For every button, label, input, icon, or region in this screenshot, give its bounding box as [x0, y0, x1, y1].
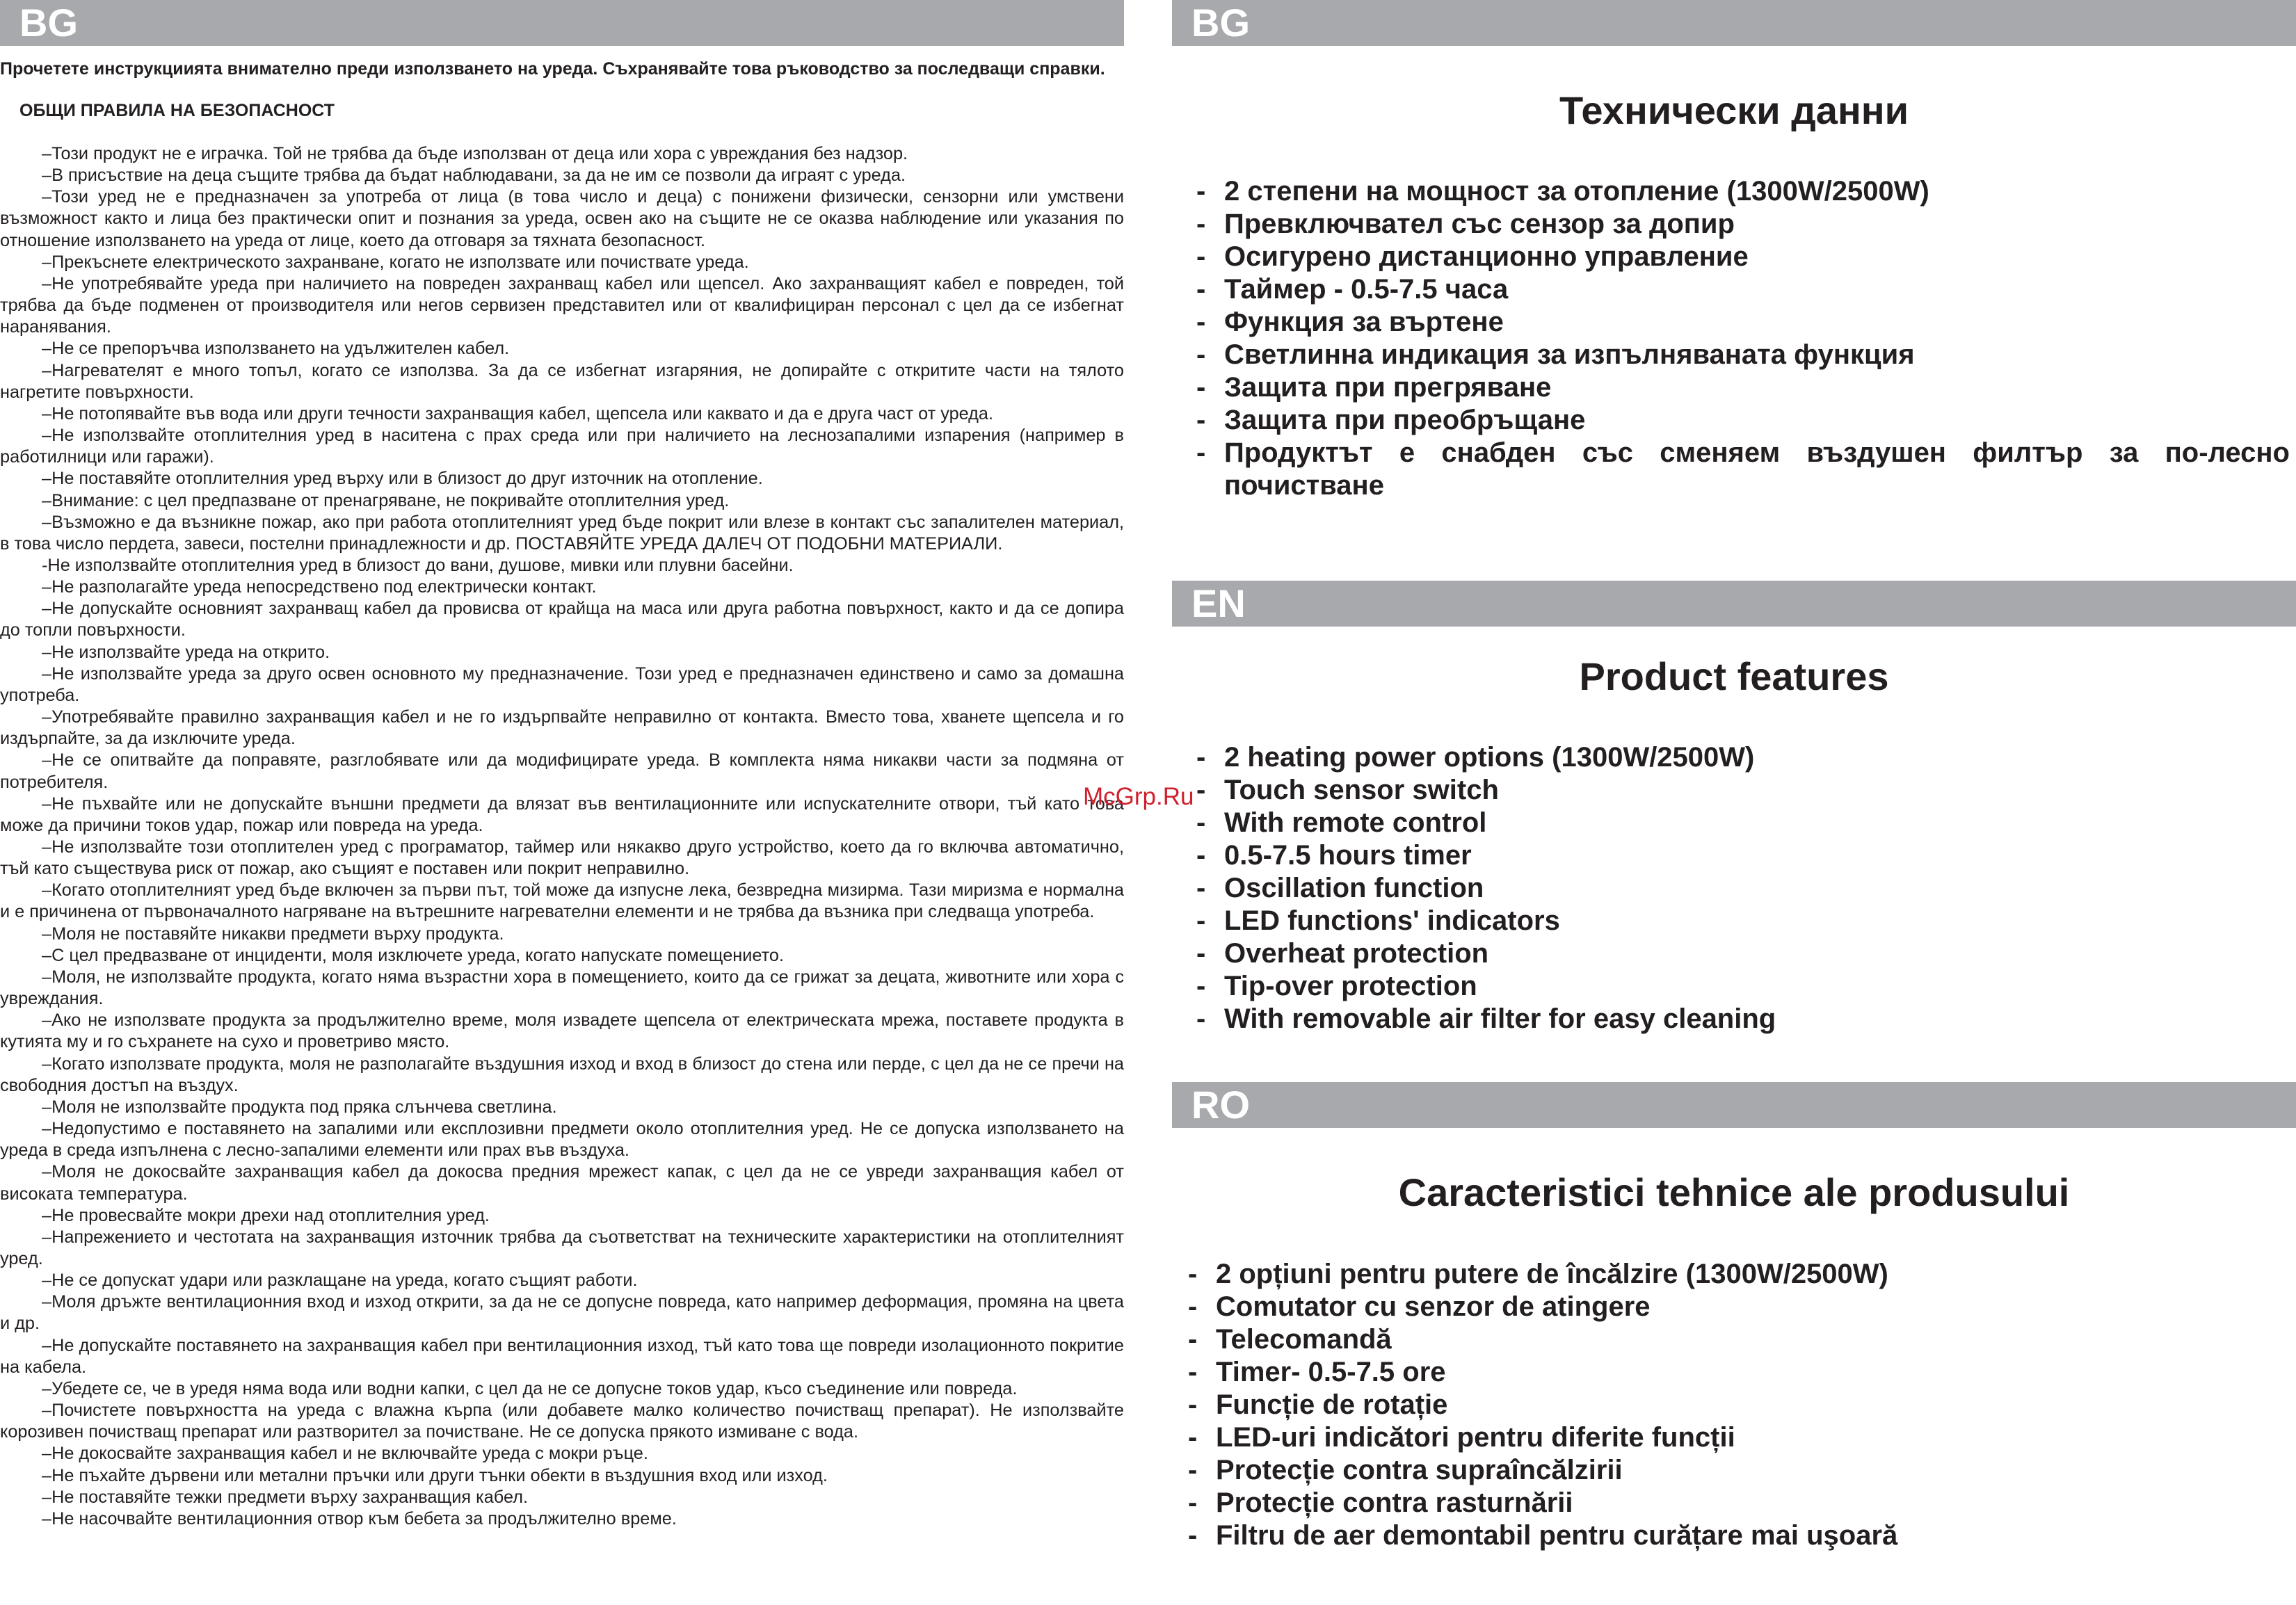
feature-item: [1196, 839, 2290, 872]
bullet-dash: -: [1188, 1520, 1198, 1551]
safety-rule: –Не докосвайте захранващия кабел и не включвайте уреда с мокри ръце.: [42, 1444, 648, 1464]
safety-rule: –Не употребявайте уреда при наличието на повреден захранващ кабел или щепсел. Ако захранващият кабел е повреден, той трябва да бъде подменен от производителя или негов сервизен представител или от квалифициран персонал с цел да се избегнат наранявания.: [0, 273, 1124, 337]
feature-item: [1196, 175, 2290, 208]
feature-text: Oscillation function: [1224, 873, 1484, 903]
safety-rule: –Този уред не е предназначен за употреба от лица (в това число и деца) с понижени физически, сензорни или умствени възможност както и лица без практически опит и познания за уреда, освен ако на същите не се оказва наблюдение или указания по отношение използването на уреда от лице, което да отговаря за тяхната безопасност.: [0, 187, 1124, 250]
feature-item: [1196, 937, 2290, 970]
bullet-dash: -: [1188, 1259, 1198, 1289]
feature-text: Tip-over protection: [1224, 971, 1477, 1001]
bullet-dash: -: [1188, 1389, 1198, 1420]
feature-item: [1188, 1258, 2290, 1291]
feature-text: With remote control: [1224, 807, 1487, 838]
bullet-dash: -: [1188, 1324, 1198, 1355]
feature-text: Таймер - 0.5-7.5 часа: [1224, 274, 1509, 305]
safety-rule: –Не се опитвайте да поправяте, разглобявате или да модифицирате уреда. В комплекта няма никакви части за подмяна от потребителя.: [0, 750, 1124, 792]
feature-list-bg: [1196, 175, 2290, 502]
bullet-dash: -: [1196, 807, 1206, 838]
feature-item: [1196, 1003, 2290, 1035]
safety-rule: –Не използвайте отоплителния уред в наситена с прах среда или при наличието на леснозапалими изпарения (например в работилници или гаражи).: [0, 426, 1124, 467]
safety-rule: –Не използвайте уреда за друго освен основното му предназначение. Този уред е предназначен единствено и само за домашна употреба.: [0, 663, 1124, 705]
feature-text: With removable air filter for easy cleaning: [1224, 1003, 1776, 1034]
feature-text: Защита при прегряване: [1224, 372, 1552, 403]
feature-text: Comutator cu senzor de atingere: [1216, 1291, 1651, 1322]
lang-code: RO: [1191, 1083, 1250, 1127]
feature-item: [1188, 1421, 2290, 1454]
lang-bar-en: [1172, 581, 2296, 627]
feature-item: [1188, 1356, 2290, 1389]
bullet-dash: -: [1196, 1003, 1206, 1034]
safety-rule: –Недопустимо е поставянето на запалими или експлозивни предмети около отоплителния уред. Не се допуска използването на уреда в среда изпълнена с лесно-запалими елементи или прах във въздуха.: [0, 1119, 1124, 1161]
feature-item: [1196, 774, 2290, 807]
section-title-en: Product features: [1579, 654, 1889, 698]
lang-code: BG: [1191, 1, 1250, 45]
safety-rule: –Не разполагайте уреда непосредствено под електрически контакт.: [42, 577, 597, 597]
safety-rule: –Ако не използвате продукта за продължително време, моля извадете щепсела от електрическата мрежа, поставете продукта в кутията му и го съхранете на сухо и проветриво място.: [0, 1010, 1124, 1052]
feature-text: Продуктът е снабден със сменяем въздушен филтър за по-лесно почистване: [1224, 437, 2290, 501]
feature-text: Функция за въртене: [1224, 307, 1504, 337]
safety-rule: –Убедете се, че в уредя няма вода или водни капки, с цел да не се допусне токов удар, късо съединение или повреда.: [42, 1378, 1018, 1398]
bullet-dash: -: [1196, 905, 1206, 936]
feature-text: Telecomandă: [1216, 1324, 1392, 1355]
safety-rule: –Не се препоръчва използването на удължителен кабел.: [42, 339, 510, 359]
safety-rule: –Не поставяйте тежки предмети върху захранващия кабел.: [42, 1487, 528, 1507]
feature-item: [1196, 741, 2290, 774]
safety-rule: –Не пъхайте дървени или метални пръчки или други тънки обекти в въздушния вход или изход.: [42, 1465, 828, 1485]
safety-rules: [0, 143, 1124, 1530]
safety-rule: –Нагревателят е много топъл, когато се използва. За да се избегнат изгаряния, не допирайте с откритите части на тялото нагретите повърхности.: [0, 360, 1124, 402]
safety-rule: –Не пъхвайте или не допускайте външни предмети да влязат във вентилационните или испускателните отвори, тъй като това може да причини токов удар, пожар или повреда на уреда.: [0, 793, 1124, 835]
safety-section: [0, 58, 1124, 1530]
feature-text: Overheat protection: [1224, 938, 1489, 969]
feature-item: [1188, 1454, 2290, 1487]
bullet-dash: -: [1196, 873, 1206, 903]
safety-rule: –Когато използвате продукта, моля не разполагайте въздушния изход и вход в близост до стена или перде, с цел да не се пречи на свободния достъп на въздух.: [0, 1054, 1124, 1095]
bullet-dash: -: [1196, 274, 1206, 305]
bullet-dash: -: [1188, 1455, 1198, 1485]
safety-rule: –В присъствие на деца същите трябва да бъдат наблюдавани, за да не им се позволи да играят с уреда.: [42, 166, 906, 186]
feature-text: 0.5-7.5 hours timer: [1224, 840, 1472, 871]
safety-rule: –Почистете повърхността на уреда с влажна кърпа (или добавете малко количество почистващ препарат). Не използвайте корозивен почистващ препарат или разтворител за почистване. Не се допуска прякото измиване с вода.: [0, 1401, 1124, 1442]
safety-rule: –Не използвайте този отоплителен уред с програматор, таймер или някакво друго устройство, което да го включва автоматично, тъй като съществува риск от пожар, ако същият е поставен или покрит неправилно.: [0, 837, 1124, 879]
feature-item: [1196, 339, 2290, 371]
intro-text: Прочетете инструкциията внимателно преди използването на уреда. Съхранявайте това ръководство за последващи справки.: [0, 59, 1105, 79]
safety-rule: –Моля не поставяйте никакви предмети върху продукта.: [42, 924, 504, 944]
safety-rule: –Употребявайте правилно захранващия кабел и не го издърпвайте неправилно от контакта. Вместо това, хванете щепсела и го издърпайте, за да изключите уреда.: [0, 707, 1124, 749]
feature-item: [1196, 273, 2290, 306]
bullet-dash: -: [1188, 1291, 1198, 1322]
feature-text: Protecție contra rasturnării: [1216, 1487, 1573, 1518]
safety-rule: –Когато отоплителният уред бъде включен за първи път, той може да изпусне лека, безвредна мизирма. Тази миризма е нормална и е причинена от първоначалното нагряване на вътрешните нагревателни елементи и не трябва да възника при следваща употреба.: [0, 880, 1124, 922]
feature-list-ro: [1188, 1258, 2290, 1552]
watermark-text: McGrp.Ru: [1083, 783, 1194, 810]
safety-rule: –Моля не докосвайте захранващия кабел да докосва предния мрежест капак, с цел да не се увреди захранващия кабел от високата температура.: [0, 1162, 1124, 1204]
lang-bar-bg-left: [0, 0, 1124, 46]
feature-text: Светлинна индикация за изпълняваната функция: [1224, 339, 1915, 370]
safety-rule: –Не потопявайте във вода или други течности захранващия кабел, щепсела или каквато и да е друга част от уреда.: [42, 403, 994, 424]
safety-rule: -Не използвайте отоплителния уред в близост до вани, душове, мивки или плувни басейни.: [42, 555, 794, 575]
feature-item: [1196, 970, 2290, 1003]
bullet-dash: -: [1196, 840, 1206, 871]
lang-bar-ro: [1172, 1082, 2296, 1128]
bullet-dash: -: [1196, 372, 1206, 403]
feature-text: Protecție contra supraîncălzirii: [1216, 1455, 1623, 1485]
bullet-dash: -: [1196, 405, 1206, 435]
feature-text: 2 heating power options (1300W/2500W): [1224, 742, 1755, 773]
feature-list-en: [1196, 741, 2290, 1035]
feature-text: Timer- 0.5-7.5 ore: [1216, 1357, 1446, 1387]
safety-rule: –Не допускайте основният захранващ кабел да провисва от крайща на маса или друга работна повърхност, както и да се допира до топли повърхности.: [0, 599, 1124, 640]
safety-rule: –Моля дръжте вентилационния вход и изход открити, за да не се допусне повреда, като например деформация, промяна на цвета и др.: [0, 1292, 1124, 1334]
bullet-dash: -: [1196, 339, 1206, 370]
bullet-dash: -: [1188, 1422, 1198, 1453]
feature-item: [1188, 1519, 2290, 1552]
bullet-dash: -: [1196, 241, 1206, 272]
safety-rule: –Не използвайте уреда на открито.: [42, 642, 330, 662]
safety-rule: –Не се допускат удари или разклащане на уреда, когато същият работи.: [42, 1271, 638, 1291]
feature-item: [1196, 905, 2290, 937]
lang-code: EN: [1191, 581, 1246, 625]
bullet-dash: -: [1196, 775, 1206, 805]
safety-rule: –Този продукт не е играчка. Той не трябва да бъде използван от деца или хора с увреждания без надзор.: [42, 144, 908, 163]
feature-item: [1196, 807, 2290, 839]
safety-rule: –Не допускайте поставянето на захранващия кабел при вентилационния изход, тъй като това ще повреди изолационното покритие на кабела.: [0, 1335, 1124, 1377]
bullet-dash: -: [1196, 938, 1206, 969]
bullet-dash: -: [1188, 1357, 1198, 1387]
lang-bar-bg-right: [1172, 0, 2296, 46]
feature-item: [1196, 404, 2290, 437]
bullet-dash: -: [1188, 1487, 1198, 1518]
feature-text: 2 степени на мощност за отопление (1300W/2500W): [1224, 176, 1929, 207]
feature-text: Touch sensor switch: [1224, 775, 1499, 805]
safety-rule: –Внимание: с цел предпазване от пренагряване, не покривайте отоплителния уред.: [42, 490, 730, 510]
safety-rule: –Моля не използвайте продукта под пряка слънчева светлина.: [42, 1097, 557, 1117]
bullet-dash: -: [1196, 437, 1206, 468]
bullet-dash: -: [1196, 971, 1206, 1001]
feature-item: [1196, 306, 2290, 339]
feature-item: [1188, 1323, 2290, 1356]
bullet-dash: -: [1196, 176, 1206, 207]
feature-text: Защита при преобръщане: [1224, 405, 1586, 435]
feature-item: [1196, 208, 2290, 241]
safety-rule: –Не провесвайте мокри дрехи над отоплителния уред.: [42, 1205, 490, 1225]
bullet-dash: -: [1196, 307, 1206, 337]
feature-text: Filtru de aer demontabil pentru curățare mai uşoară: [1216, 1520, 1898, 1551]
feature-item: [1188, 1291, 2290, 1323]
safety-rule: –Възможно е да възникне пожар, ако при работа отоплителният уред бъде покрит или влезе в контакт със запалителен материал, в това число пердета, завеси, постелни принадлежности и др. ПОСТАВЯЙТЕ УРЕДА ДАЛЕЧ ОТ ПОДОБНИ МАТЕРИАЛИ.: [0, 512, 1124, 554]
feature-text: LED functions' indicators: [1224, 905, 1560, 936]
feature-item: [1188, 1389, 2290, 1421]
safety-rule: –С цел предвазване от инциденти, моля изключете уреда, когато напускате помещението.: [42, 945, 785, 965]
lang-code: BG: [19, 1, 78, 45]
safety-rule: –Не поставяйте отоплителния уред върху или в близост до друг източник на отопление.: [42, 469, 763, 489]
feature-text: 2 opțiuni pentru putere de încălzire (1300W/2500W): [1216, 1259, 1888, 1289]
section-title-ro: Caracteristici tehnice ale produsului: [1398, 1170, 2070, 1214]
safety-rule: –Прекъснете електрическото захранване, когато не използвате или почиствате уреда.: [42, 252, 749, 272]
feature-text: Осигурено дистанционно управление: [1224, 241, 1749, 272]
feature-item: [1188, 1487, 2290, 1519]
section-title-bg: Технически данни: [1559, 88, 1909, 132]
feature-text: LED-uri indicători pentru diferite funcții: [1216, 1422, 1735, 1453]
safety-rule: –Не насочвайте вентилационния отвор към бебета за продължително време.: [42, 1508, 677, 1529]
feature-item: [1196, 371, 2290, 404]
safety-rule: –Напрежението и честотата на захранващия източник трябва да съответстват на техническите характеристики на отоплителният уред.: [0, 1227, 1124, 1268]
safety-rule: –Моля, не използвайте продукта, когато няма възрастни хора в помещението, които да се грижат за децата, животните или хора с увреждания.: [0, 967, 1124, 1009]
feature-text: Funcție de rotație: [1216, 1389, 1448, 1420]
feature-item: [1196, 437, 2290, 502]
feature-item: [1196, 241, 2290, 273]
bullet-dash: -: [1196, 209, 1206, 239]
feature-text: Превключвател със сензор за допир: [1224, 209, 1735, 239]
feature-item: [1196, 872, 2290, 905]
safety-heading: ОБЩИ ПРАВИЛА НА БЕЗОПАСНОСТ: [19, 101, 335, 120]
bullet-dash: -: [1196, 742, 1206, 773]
